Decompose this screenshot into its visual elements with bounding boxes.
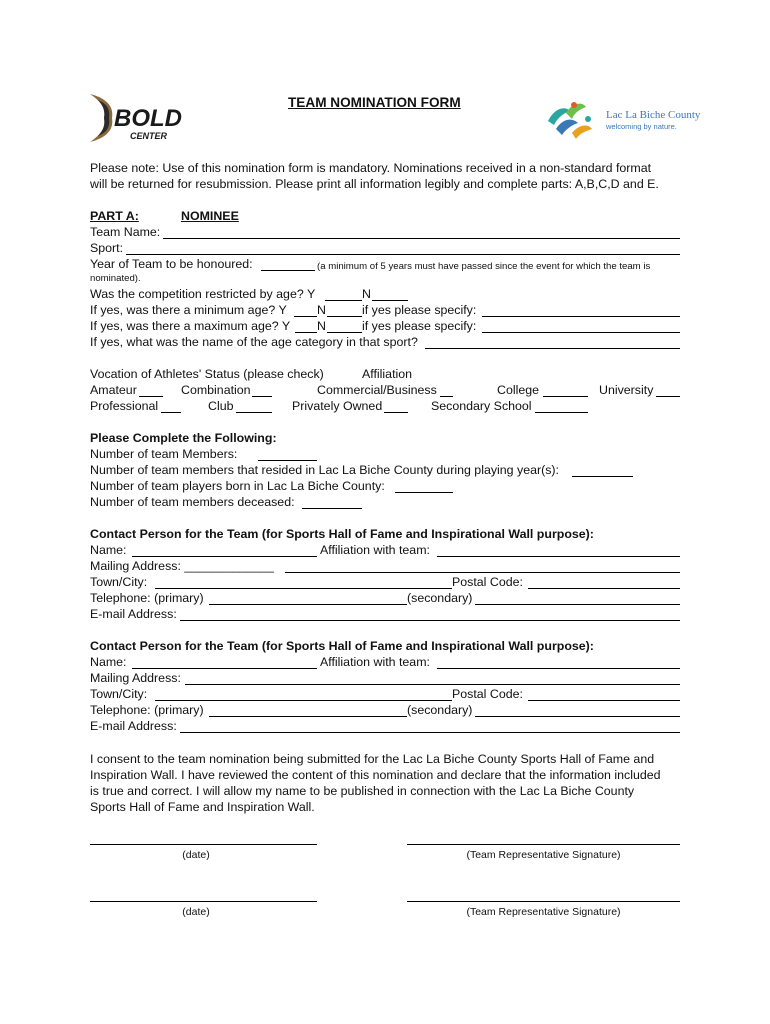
club-label: Club (208, 399, 234, 413)
signature-label-1: (Team Representative Signature) (466, 849, 621, 861)
year-label: Year of Team to be honoured: (90, 257, 253, 271)
county-logo-tagline: welcoming by nature. (606, 122, 677, 131)
max-age-specify-field[interactable] (482, 332, 680, 333)
county-logo-name: Lac La Biche County (606, 109, 701, 121)
members-label: Number of team Members: (90, 447, 238, 461)
signature-field-2[interactable] (407, 901, 680, 902)
contact-2-town-field[interactable] (155, 700, 452, 701)
contact-1-town-field[interactable] (155, 588, 452, 589)
resided-label: Number of team members that resided in Lac La Biche County during playing year(s): (90, 463, 560, 477)
contact-1-email-field[interactable] (180, 620, 680, 621)
contact-1-name-label: Name: (90, 543, 127, 557)
vocation-heading: Vocation of Athletes' Status (please check) (90, 367, 324, 381)
contact-1-postal-field[interactable] (528, 588, 680, 589)
max-age-y-field[interactable] (295, 332, 317, 333)
contact-1-email-label: E-mail Address: (90, 607, 177, 621)
age-restricted-n-field[interactable] (372, 300, 408, 301)
affiliation-heading: Affiliation (362, 367, 413, 381)
professional-label: Professional (90, 399, 159, 413)
consent-line-2: Inspiration Wall. I have reviewed the content of this nomination and declare that the information included (90, 768, 661, 782)
privately-owned-label: Privately Owned (292, 399, 383, 413)
age-restricted-y-field[interactable] (325, 300, 362, 301)
combination-checkbox-line[interactable] (252, 396, 272, 397)
amateur-checkbox-line[interactable] (139, 396, 163, 397)
date-label-1: (date) (182, 849, 210, 861)
contact-2-town-label: Town/City: (90, 687, 148, 701)
commercial-checkbox-line[interactable] (440, 396, 453, 397)
contact-1-secondary-label: (secondary) (407, 591, 473, 605)
contact-2-heading: Contact Person for the Team (for Sports Hall of Fame and Inspirational Wall purpose): (90, 639, 594, 653)
max-age-n-field[interactable] (327, 332, 362, 333)
bold-logo-word: BOLD (114, 105, 182, 132)
min-age-y-field[interactable] (294, 316, 317, 317)
contact-1-telephone-label: Telephone: (primary) (90, 591, 204, 605)
contact-1-mailing-field[interactable] (285, 572, 680, 573)
university-label: University (599, 383, 654, 397)
signature-field-1[interactable] (407, 844, 680, 845)
min-age-specify-field[interactable] (482, 316, 680, 317)
secondary-school-checkbox-line[interactable] (535, 412, 588, 413)
contact-2-secondary-label: (secondary) (407, 703, 473, 717)
combination-label: Combination (181, 383, 251, 397)
contact-2-email-label: E-mail Address: (90, 719, 177, 733)
contact-1-telephone-field[interactable] (209, 604, 407, 605)
age-restricted-n-label: N (362, 287, 371, 301)
contact-2-name-field[interactable] (132, 668, 317, 669)
contact-2-affiliation-field[interactable] (437, 668, 680, 669)
age-category-label: If yes, what was the name of the age category in that sport? (90, 335, 418, 349)
contact-2-postal-field[interactable] (528, 700, 680, 701)
contact-1-mailing-label: Mailing Address: _____________ (90, 559, 274, 573)
team-name-field[interactable] (163, 238, 680, 239)
members-field[interactable] (258, 460, 317, 461)
part-a-label: PART A: (90, 209, 139, 223)
contact-2-name-label: Name: (90, 655, 127, 669)
deceased-label: Number of team members deceased: (90, 495, 295, 509)
complete-heading: Please Complete the Following: (90, 431, 277, 445)
min-age-specify-label: if yes please specify: (362, 303, 477, 317)
intro-line-1: Please note: Use of this nomination form is mandatory. Nominations received in a non-standard format (90, 161, 652, 175)
min-age-n-field[interactable] (327, 316, 362, 317)
secondary-school-label: Secondary School (431, 399, 532, 413)
sport-label: Sport: (90, 241, 124, 255)
year-note: (a minimum of 5 years must have passed since the event for which the team is (317, 261, 651, 272)
date-field-1[interactable] (90, 844, 317, 845)
university-checkbox-line[interactable] (656, 396, 680, 397)
contact-1-postal-label: Postal Code: (452, 575, 523, 589)
contact-2-email-field[interactable] (180, 732, 680, 733)
contact-1-secondary-field[interactable] (475, 604, 680, 605)
max-age-n-label: N (317, 319, 326, 333)
year-field[interactable] (261, 270, 315, 271)
contact-1-heading: Contact Person for the Team (for Sports Hall of Fame and Inspirational Wall purpose): (90, 527, 594, 541)
privately-owned-checkbox-line[interactable] (384, 412, 408, 413)
team-name-label: Team Name: (90, 225, 161, 239)
age-restricted-label: Was the competition restricted by age? Y (90, 287, 316, 301)
contact-1-name-field[interactable] (132, 556, 317, 557)
professional-checkbox-line[interactable] (161, 412, 181, 413)
contact-2-mailing-label: Mailing Address: (90, 671, 181, 685)
year-note-2: nominated). (90, 273, 141, 284)
deceased-field[interactable] (302, 508, 362, 509)
consent-line-4: Sports Hall of Fame and Inspiration Wall. (90, 800, 315, 814)
contact-2-telephone-field[interactable] (209, 716, 407, 717)
lac-la-biche-logo (544, 95, 704, 141)
signature-label-2: (Team Representative Signature) (466, 906, 621, 918)
contact-2-secondary-field[interactable] (475, 716, 680, 717)
consent-line-1: I consent to the team nomination being submitted for the Lac La Biche County Sports Hall of Fame and (90, 752, 655, 766)
min-age-label: If yes, was there a minimum age? Y (90, 303, 287, 317)
contact-1-affiliation-label: Affiliation with team: (320, 543, 430, 557)
max-age-label: If yes, was there a maximum age? Y (90, 319, 291, 333)
contact-1-town-label: Town/City: (90, 575, 148, 589)
contact-2-telephone-label: Telephone: (primary) (90, 703, 204, 717)
contact-2-affiliation-label: Affiliation with team: (320, 655, 430, 669)
contact-2-postal-label: Postal Code: (452, 687, 523, 701)
min-age-n-label: N (317, 303, 326, 317)
club-checkbox-line[interactable] (236, 412, 272, 413)
max-age-specify-label: if yes please specify: (362, 319, 477, 333)
commercial-label: Commercial/Business (317, 383, 437, 397)
born-label: Number of team players born in Lac La Biche County: (90, 479, 385, 493)
sport-field[interactable] (126, 254, 680, 255)
born-field[interactable] (395, 492, 453, 493)
college-label: College (497, 383, 540, 397)
form-title: TEAM NOMINATION FORM (288, 95, 461, 110)
bold-center-logo (88, 90, 188, 146)
age-category-field[interactable] (425, 348, 680, 349)
resided-field[interactable] (572, 476, 633, 477)
date-field-2[interactable] (90, 901, 317, 902)
date-label-2: (date) (182, 906, 210, 918)
part-a-heading: NOMINEE (181, 209, 239, 223)
intro-line-2: will be returned for resubmission. Please print all information legibly and complete parts: A,B,C,D and E. (90, 177, 659, 191)
consent-line-3: is true and correct. I will allow my name to be published in connection with the Lac La Biche County (90, 784, 635, 798)
college-checkbox-line[interactable] (543, 396, 588, 397)
contact-1-affiliation-field[interactable] (437, 556, 680, 557)
bold-logo-sub: CENTER (130, 131, 168, 141)
amateur-label: Amateur (90, 383, 137, 397)
contact-2-mailing-field[interactable] (185, 684, 680, 685)
